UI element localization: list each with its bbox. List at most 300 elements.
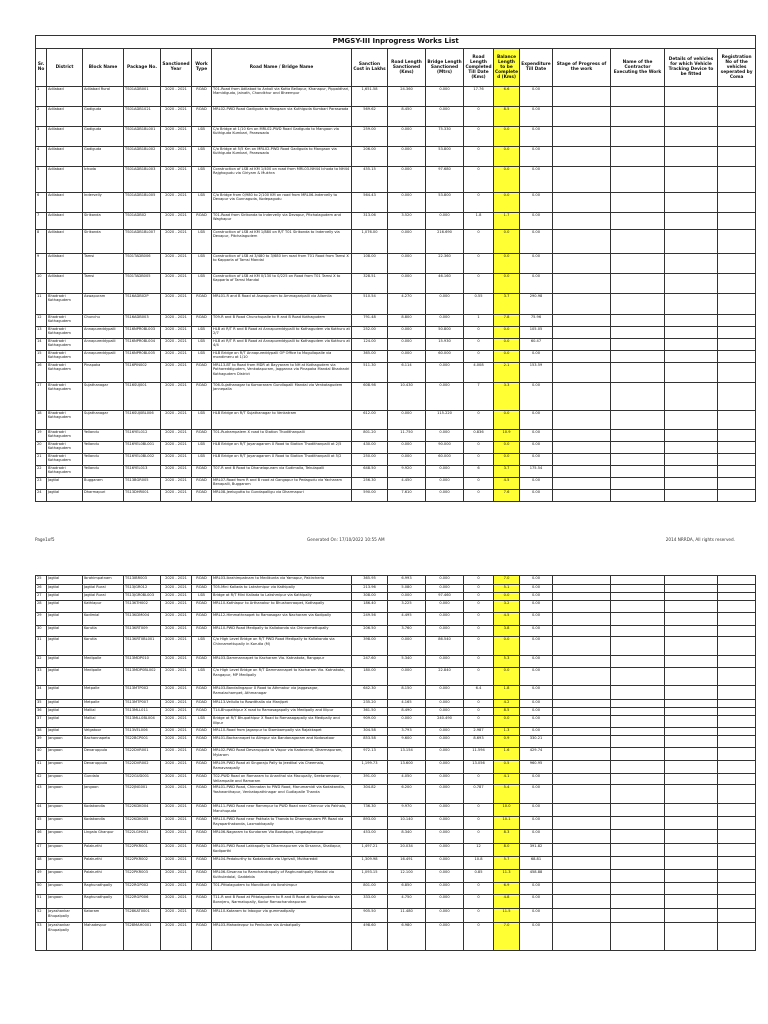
page-footer: [35, 537, 735, 545]
table-cell: [665, 326, 718, 338]
table-cell: 0: [464, 830, 494, 844]
table-cell: 4.495: [388, 613, 426, 626]
table-cell: 304.82: [352, 785, 388, 804]
table-cell: 6.114: [388, 362, 426, 382]
table-cell: 0.00: [520, 146, 553, 166]
table-cell: [718, 410, 756, 429]
table-cell: 0: [464, 489, 494, 501]
table-cell: [553, 774, 611, 785]
table-cell: C/o Bridge from 0/980 to 2/100 KM on road from MRL06-Indervelly to Devapur via Gunnaguda, Kodepagudu: [212, 192, 352, 212]
table-cell: 590.00: [352, 489, 388, 501]
table-cell: T01-Road from Adilabad to Ankoli via Kotta Bellapur, Khanapur, Pippaldhari, Mamidiguda, Jainath, Chandkhur and Bheempur: [212, 86, 352, 106]
table-cell: 68.81: [520, 857, 553, 870]
table-cell: TS13JGR012: [124, 585, 161, 593]
table-cell: 0: [464, 253, 494, 273]
table-cell: 0.00: [520, 86, 553, 106]
table-cell: 8: [36, 229, 47, 253]
footer-copyright: 2014 NRRDA, All rights reserved.: [665, 537, 735, 542]
column-header: Sanctioned Year: [161, 48, 192, 86]
table-cell: 124.00: [352, 338, 388, 350]
table-cell: [665, 362, 718, 382]
table-cell: 9: [36, 253, 47, 273]
table-cell: Jangaon: [47, 844, 83, 857]
table-cell: [611, 626, 665, 637]
table-cell: 0.00: [520, 126, 553, 146]
table-cell: Annapureddypalli: [83, 338, 124, 350]
table-cell: 333.00: [352, 895, 388, 909]
table-cell: [553, 453, 611, 465]
table-cell: [553, 637, 611, 656]
table-cell: [665, 192, 718, 212]
table-cell: [611, 166, 665, 192]
table-cell: 0: [464, 441, 494, 453]
table-cell: TS01TADB006: [124, 253, 161, 273]
table-cell: 2020 - 2021: [161, 700, 192, 708]
table-cell: 0.00: [520, 601, 553, 613]
table-cell: 3.7: [494, 465, 520, 477]
table-cell: LSB: [192, 441, 212, 453]
table-cell: [611, 477, 665, 489]
table-cell: 2.1: [494, 362, 520, 382]
table-cell: 2020 - 2021: [161, 86, 192, 106]
table-cell: ROAD: [192, 736, 212, 748]
table-cell: 4.450: [388, 477, 426, 489]
table-cell: 0.000: [426, 106, 464, 126]
table-cell: [665, 728, 718, 736]
table-cell: 0.00: [520, 585, 553, 593]
table-cell: [718, 637, 756, 656]
table-cell: TS22DVR002: [124, 761, 161, 774]
table-cell: Adilabad: [47, 126, 83, 146]
table-cell: 0.00: [520, 817, 553, 830]
table-cell: Kodimial: [83, 613, 124, 626]
table-cell: 97.460: [426, 593, 464, 601]
table-cell: 0.00: [520, 656, 553, 668]
table-cell: [718, 453, 756, 465]
table-row: [36, 489, 756, 501]
table-row: [36, 668, 756, 686]
table-cell: 0: [464, 716, 494, 728]
table-cell: [718, 477, 756, 489]
table-cell: 0.000: [426, 895, 464, 909]
table-cell: [611, 728, 665, 736]
column-header: Work Type: [192, 48, 212, 86]
table-row: [36, 212, 756, 229]
table-cell: [611, 870, 665, 883]
table-cell: 22.360: [426, 253, 464, 273]
table-cell: Bhadradri Kothagudem: [47, 314, 83, 326]
table-cell: 361.50: [352, 708, 388, 716]
table-cell: Jangaon: [47, 870, 83, 883]
table-cell: 108.00: [352, 253, 388, 273]
table-cell: 21: [36, 453, 47, 465]
table-cell: [611, 126, 665, 146]
table-cell: 4.1: [494, 774, 520, 785]
table-cell: Construction of LSB at KM 0/130 to 0/225 on Road from T01 Tamsi X to Kapparla of Tamsi Mandal: [212, 273, 352, 293]
table-cell: 2020 - 2021: [161, 465, 192, 477]
table-cell: 2020 - 2021: [161, 429, 192, 441]
table-cell: [553, 477, 611, 489]
table-cell: 42: [36, 774, 47, 785]
table-cell: 1.7: [494, 212, 520, 229]
table-cell: 0.000: [426, 465, 464, 477]
table-cell: [718, 429, 756, 441]
table-cell: Adilabad: [47, 166, 83, 192]
table-cell: TS22KDK004: [124, 804, 161, 817]
table-cell: 24: [36, 489, 47, 501]
table-cell: Jangaon: [47, 785, 83, 804]
table-row: [36, 785, 756, 804]
table-cell: 9.970: [388, 804, 426, 817]
table-cell: 391.00: [352, 774, 388, 785]
table-cell: TS13KTH002: [124, 601, 161, 613]
table-cell: 29: [36, 613, 47, 626]
table-cell: 31: [36, 637, 47, 656]
table-cell: [718, 338, 756, 350]
table-cell: 0.00: [520, 909, 553, 923]
table-row: [36, 626, 756, 637]
table-cell: Jagtial: [47, 686, 83, 700]
table-cell: Jagtial Rural: [83, 585, 124, 593]
table-cell: 4.5: [494, 477, 520, 489]
table-cell: Devaruppula: [83, 761, 124, 774]
table-cell: [553, 700, 611, 708]
table-cell: Bhadradri Kothagudem: [47, 293, 83, 314]
table-cell: 2020 - 2021: [161, 761, 192, 774]
table-cell: 0: [464, 106, 494, 126]
table-cell: [718, 489, 756, 501]
table-cell: Bhadradri Kothagudem: [47, 410, 83, 429]
table-cell: 313.06: [352, 212, 388, 229]
table-cell: 0: [464, 576, 494, 585]
table-cell: Medipalle: [83, 656, 124, 668]
table-cell: [665, 273, 718, 293]
table-cell: Kodakandla: [83, 817, 124, 830]
table-cell: Adilabad: [47, 253, 83, 273]
table-cell: ROAD: [192, 870, 212, 883]
table-cell: [718, 314, 756, 326]
table-cell: [553, 736, 611, 748]
table-cell: [611, 465, 665, 477]
column-header: Registration No of the vehicles seperated by Coma: [718, 48, 756, 86]
table-cell: [718, 895, 756, 909]
column-header: Balance Length to be Completed (Kms): [494, 48, 520, 86]
table-cell: [611, 686, 665, 700]
table-cell: T11-R and B Road at Pittalagudem to R and B Road at Kondakunda via Bonnjeru, Narmatupally, Kodur Ramachandrapuram: [212, 895, 352, 909]
table-cell: TS16SUJ0BL006: [124, 410, 161, 429]
table-cell: [611, 761, 665, 774]
table-cell: 2020 - 2021: [161, 410, 192, 429]
table-cell: Jagtial: [47, 708, 83, 716]
table-cell: Kodakandla: [83, 804, 124, 817]
table-cell: 250.00: [352, 453, 388, 465]
table-cell: 0: [464, 601, 494, 613]
table-cell: Jangaon: [47, 895, 83, 909]
table-cell: TS01ADB1BL001: [124, 126, 161, 146]
table-cell: ROAD: [192, 293, 212, 314]
table-cell: [611, 585, 665, 593]
table-cell: 0: [464, 326, 494, 338]
table-cell: 0.00: [520, 253, 553, 273]
table-cell: 453.00: [352, 830, 388, 844]
column-header: Sanction Cost in Lakhs: [352, 48, 388, 86]
table-cell: [611, 350, 665, 362]
table-cell: [665, 883, 718, 895]
table-cell: [611, 774, 665, 785]
table-cell: 2020 - 2021: [161, 656, 192, 668]
table-cell: [665, 761, 718, 774]
table-cell: 0: [464, 774, 494, 785]
table-cell: Korutla: [83, 626, 124, 637]
table-cell: 308.00: [352, 593, 388, 601]
column-header: Package No.: [124, 48, 161, 86]
table-cell: 15.930: [426, 338, 464, 350]
table-cell: LSB: [192, 453, 212, 465]
table-cell: 10.9: [494, 429, 520, 441]
table-cell: 2020 - 2021: [161, 106, 192, 126]
table-cell: Jangaon: [47, 817, 83, 830]
table-cell: [665, 429, 718, 441]
table-cell: 2020 - 2021: [161, 728, 192, 736]
table-cell: Chunchu: [83, 314, 124, 326]
table-cell: 53.800: [426, 192, 464, 212]
table-cell: [665, 146, 718, 166]
table-cell: 0: [464, 817, 494, 830]
table-cell: 12.100: [388, 870, 426, 883]
table-row: [36, 736, 756, 748]
table-cell: [665, 637, 718, 656]
table-cell: 1.6: [494, 748, 520, 761]
table-cell: 8.490: [388, 708, 426, 716]
table-cell: 0: [464, 708, 494, 716]
table-cell: 0: [464, 166, 494, 192]
table-cell: ROAD: [192, 844, 212, 857]
table-cell: TS28MAH0001: [124, 923, 161, 951]
table-cell: [665, 870, 718, 883]
table-cell: Gadiguda: [83, 146, 124, 166]
table-cell: 18: [36, 410, 47, 429]
table-cell: Jagtial: [47, 585, 83, 593]
table-cell: TS22RGP006: [124, 895, 161, 909]
table-cell: Jangaon: [47, 736, 83, 748]
table-cell: [718, 465, 756, 477]
table-cell: 2020 - 2021: [161, 870, 192, 883]
table-cell: [718, 716, 756, 728]
table-cell: TS22DVR001: [124, 748, 161, 761]
table-cell: TS16ADB003: [124, 314, 161, 326]
table-cell: 2020 - 2021: [161, 229, 192, 253]
table-cell: 0.0: [494, 668, 520, 686]
table-cell: MRL10-Kataram to Inbogur via gummadipally: [212, 909, 352, 923]
table-cell: 0: [464, 668, 494, 686]
table-cell: 0.000: [426, 923, 464, 951]
table-cell: 2020 - 2021: [161, 668, 192, 686]
table-cell: TS22PKR002: [124, 857, 161, 870]
table-cell: [553, 326, 611, 338]
table-cell: T05-Mini Kallada to Lakshmipur via Kathipally: [212, 585, 352, 593]
table-cell: 0.787: [464, 785, 494, 804]
column-header: Expenditure Till Date: [520, 48, 553, 86]
table-cell: TS16ADB02P: [124, 293, 161, 314]
table-cell: 153.59: [520, 362, 553, 382]
table-cell: TS22GUD001: [124, 774, 161, 785]
table-row: [36, 166, 756, 192]
table-cell: [718, 229, 756, 253]
table-cell: 8.5: [494, 708, 520, 716]
table-cell: 5.7: [494, 857, 520, 870]
table-row: [36, 314, 756, 326]
table-cell: 175.54: [520, 465, 553, 477]
table-cell: Bhadradri Kothagudem: [47, 350, 83, 362]
table-cell: Jagtial: [47, 700, 83, 708]
column-header: Stage of Progress of the work: [553, 48, 611, 86]
table-cell: [718, 601, 756, 613]
table-cell: [611, 576, 665, 585]
table-cell: 0.0: [494, 253, 520, 273]
table-cell: 2020 - 2021: [161, 708, 192, 716]
table-cell: [611, 895, 665, 909]
table-cell: 11.750: [388, 429, 426, 441]
table-cell: 0.55: [464, 293, 494, 314]
table-cell: 0: [464, 895, 494, 909]
table-cell: [611, 637, 665, 656]
table-cell: 2: [36, 106, 47, 126]
table-cell: Palakurthi: [83, 870, 124, 883]
table-cell: TS13MDP0BL002: [124, 668, 161, 686]
table-cell: Jayashankar Bhupalpally: [47, 909, 83, 923]
table-cell: 2020 - 2021: [161, 146, 192, 166]
table-cell: 905.50: [352, 909, 388, 923]
table-cell: 8.693: [464, 736, 494, 748]
table-cell: TS22PKR001: [124, 844, 161, 857]
table-row: [36, 477, 756, 489]
table-cell: MRL06-Sirsanna to Ramchandrapally of Raghunathpally Mandal via Kuthuledalai, Gaddebla: [212, 870, 352, 883]
table-cell: [553, 314, 611, 326]
table-cell: ROAD: [192, 857, 212, 870]
table-cell: Pinapaka: [83, 362, 124, 382]
table-cell: [611, 817, 665, 830]
table-cell: 0.000: [426, 748, 464, 761]
table-cell: 2020 - 2021: [161, 626, 192, 637]
table-cell: [718, 441, 756, 453]
table-cell: TS13MTP007: [124, 700, 161, 708]
table-cell: [611, 146, 665, 166]
table-cell: 0.000: [426, 700, 464, 708]
table-cell: [553, 441, 611, 453]
table-cell: 0.00: [520, 229, 553, 253]
table-cell: Adilabad: [47, 212, 83, 229]
table-cell: [553, 350, 611, 362]
table-cell: 6.980: [388, 923, 426, 951]
table-cell: 6: [36, 192, 47, 212]
table-cell: TS13MTP002: [124, 686, 161, 700]
table-cell: Bhadradri Kothagudem: [47, 429, 83, 441]
table-row: [36, 857, 756, 870]
table-cell: [553, 86, 611, 106]
table-cell: 16.491: [388, 857, 426, 870]
table-cell: [665, 785, 718, 804]
column-header: Road Length Completed Till Date (Kms): [464, 48, 494, 86]
table-cell: [553, 668, 611, 686]
table-cell: 0.9: [494, 736, 520, 748]
table-cell: Bhadradri Kothagudem: [47, 326, 83, 338]
table-cell: [611, 923, 665, 951]
table-cell: ROAD: [192, 86, 212, 106]
table-cell: LSB: [192, 637, 212, 656]
footer-generated-on: Generated On: 17/10/2022 10:55 AM: [307, 537, 385, 542]
table-cell: Sirikonda: [83, 212, 124, 229]
table-cell: 0.000: [426, 774, 464, 785]
table-cell: [718, 86, 756, 106]
table-cell: 0.00: [520, 774, 553, 785]
table-cell: 498.60: [352, 923, 388, 951]
table-cell: 0: [464, 453, 494, 465]
table-cell: Gundala: [83, 774, 124, 785]
table-cell: [553, 146, 611, 166]
table-cell: 8.450: [388, 106, 426, 126]
table-cell: 1.3: [494, 728, 520, 736]
table-cell: Mahadevpur: [83, 923, 124, 951]
table-cell: 8.0: [494, 844, 520, 857]
table-cell: [611, 909, 665, 923]
table-cell: LSB: [192, 166, 212, 192]
table-cell: Gadiguda: [83, 126, 124, 146]
table-cell: 3.225: [388, 601, 426, 613]
table-cell: 0.000: [388, 668, 426, 686]
table-cell: 1.8: [494, 686, 520, 700]
table-cell: 0.000: [388, 146, 426, 166]
table-cell: [553, 716, 611, 728]
table-cell: 22: [36, 465, 47, 477]
table-cell: [611, 326, 665, 338]
table-cell: 801.00: [352, 883, 388, 895]
table-cell: [718, 273, 756, 293]
table-cell: 15: [36, 350, 47, 362]
table-cell: 0.00: [520, 668, 553, 686]
table-cell: 455.15: [352, 166, 388, 192]
table-cell: 53.800: [426, 146, 464, 166]
table-cell: TS22LGH001: [124, 830, 161, 844]
table-cell: TS16PIN002: [124, 362, 161, 382]
table-cell: 37: [36, 716, 47, 728]
table-cell: [718, 126, 756, 146]
table-cell: 52: [36, 909, 47, 923]
table-cell: MRL06-Nagaram to Kundaram Via Bowdapet, Lingalaghanpur: [212, 830, 352, 844]
table-cell: [665, 909, 718, 923]
table-cell: ROAD: [192, 748, 212, 761]
table-cell: [611, 362, 665, 382]
table-cell: [665, 106, 718, 126]
table-cell: [611, 613, 665, 626]
table-row: [36, 817, 756, 830]
table-cell: 0.836: [464, 429, 494, 441]
table-cell: 0.00: [520, 804, 553, 817]
table-cell: Dharmapuri: [83, 489, 124, 501]
table-cell: LSB: [192, 410, 212, 429]
table-cell: [665, 656, 718, 668]
table-cell: ROAD: [192, 728, 212, 736]
table-cell: Jagtial: [47, 728, 83, 736]
table-cell: Jayashankar Bhupalpally: [47, 923, 83, 951]
table-cell: 6.993: [388, 576, 426, 585]
table-cell: [665, 700, 718, 708]
table-cell: 206.50: [352, 626, 388, 637]
table-cell: 206.00: [352, 146, 388, 166]
table-cell: 256.30: [352, 477, 388, 489]
table-cell: MRL02-PWD Road Gadiguda to Mangaon via Kuthiguda Kumbari Paraswada: [212, 106, 352, 126]
table-cell: T14-Bhupathipur X road to Ramasagapally via Medipally and Illipur: [212, 708, 352, 716]
table-cell: ROAD: [192, 382, 212, 410]
